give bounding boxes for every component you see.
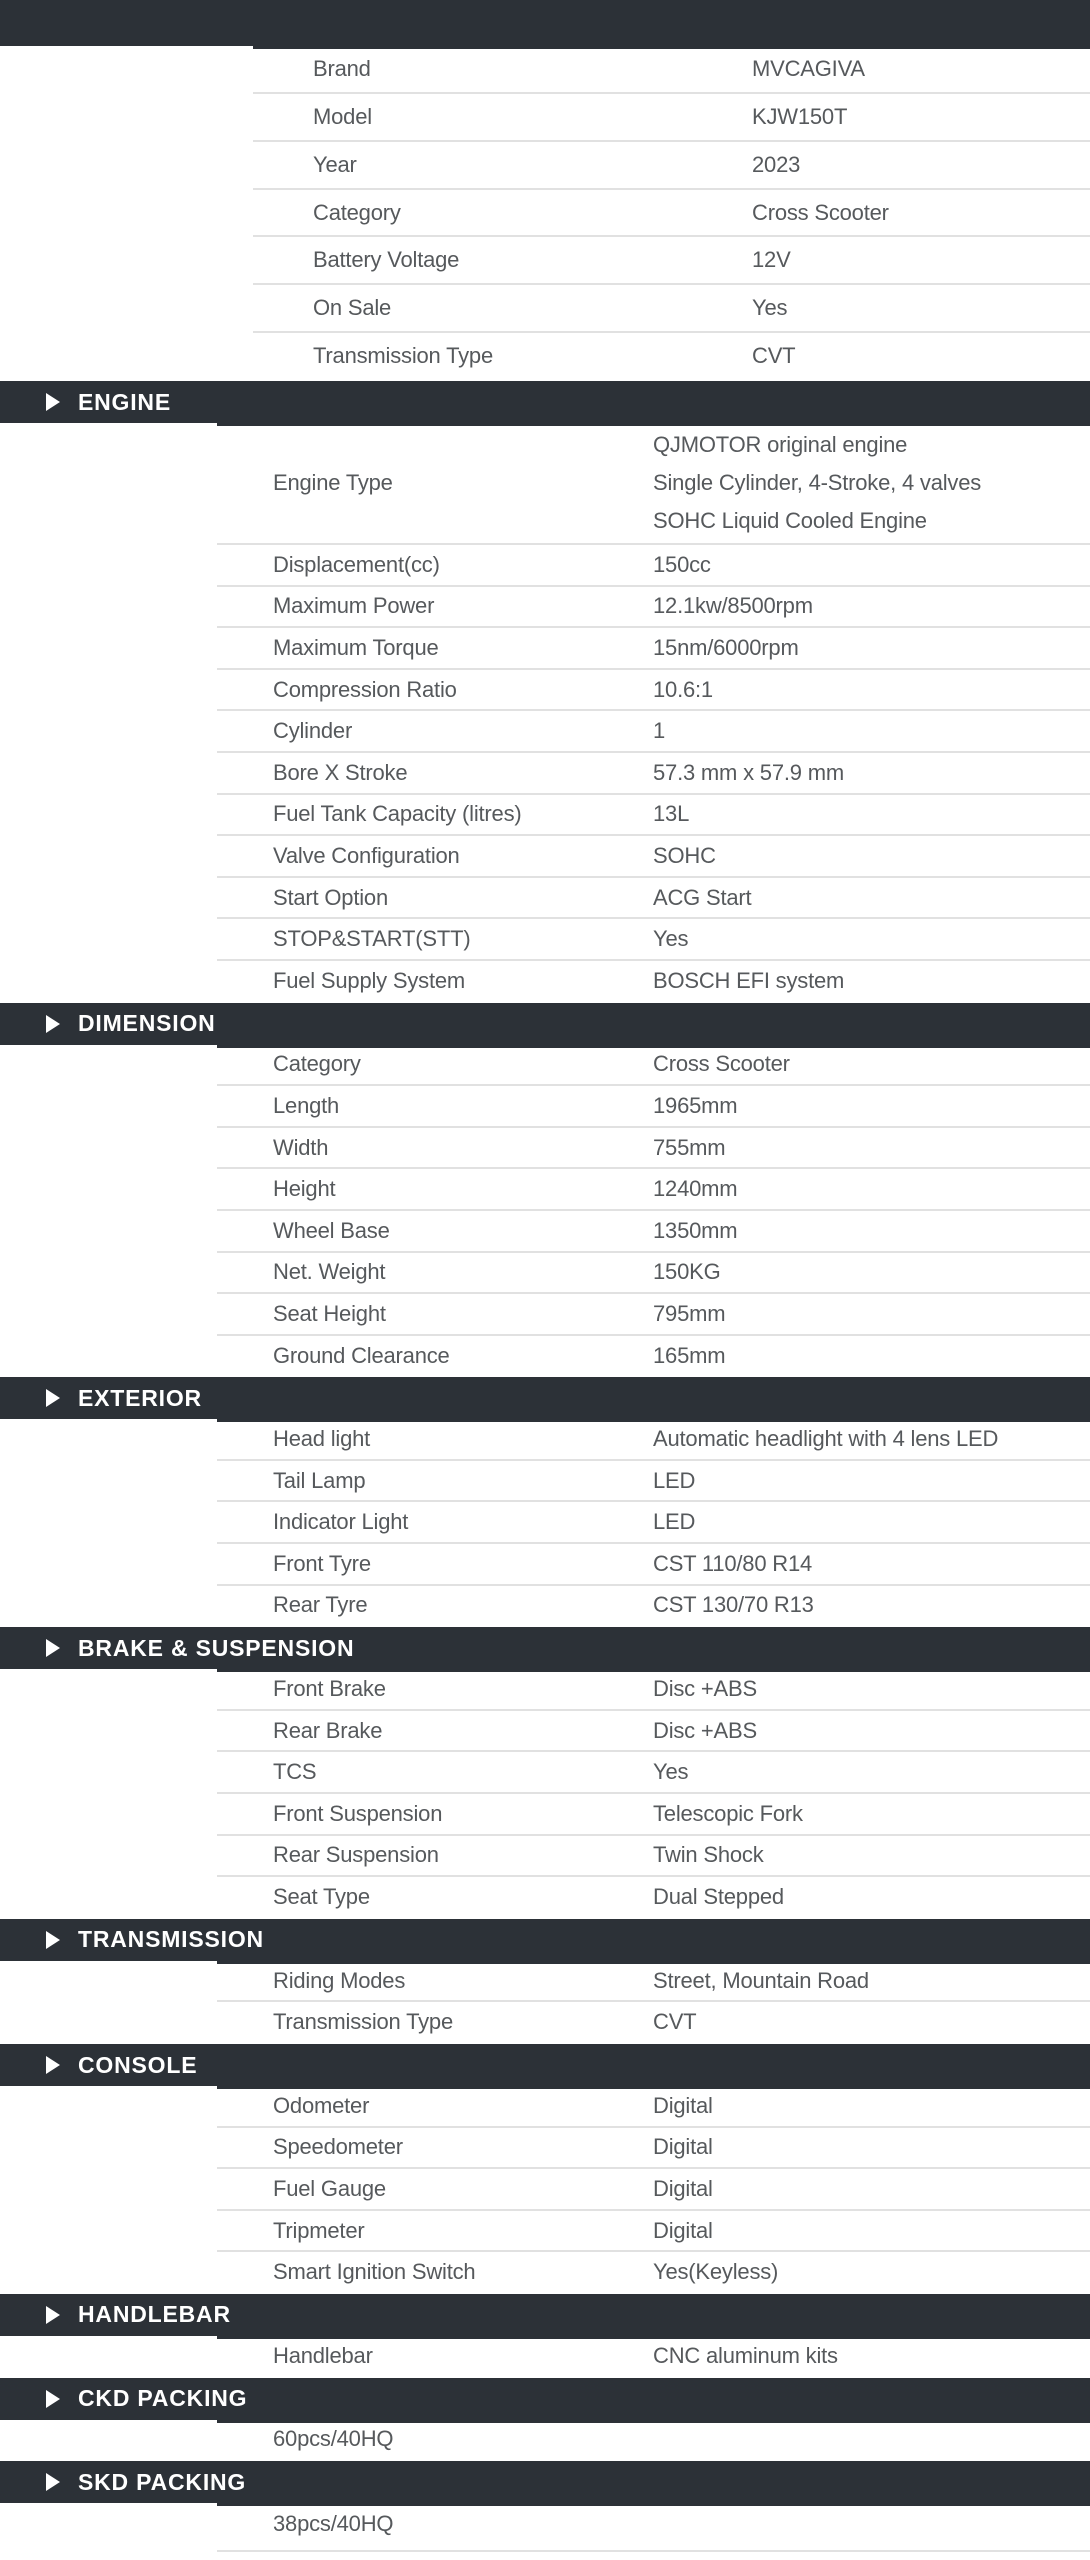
section-title: DIMENSION xyxy=(78,1010,216,1037)
spec-row xyxy=(217,1045,1090,1087)
spec-row xyxy=(217,545,1090,587)
spec-row xyxy=(217,961,1090,1003)
section-exterior xyxy=(0,1377,1090,1627)
spec-label: Valve Configuration xyxy=(273,842,460,868)
spec-label: Battery Voltage xyxy=(313,247,460,273)
spec-sections xyxy=(0,381,1090,2552)
spec-value: Yes(Keyless) xyxy=(653,2259,779,2285)
spec-value: 57.3 mm x 57.9 mm xyxy=(653,759,844,785)
spec-label: TCS xyxy=(273,1759,317,1785)
spec-value: MVCAGIVA xyxy=(752,55,865,81)
spec-value: Digital xyxy=(653,2176,713,2201)
spec-label: Rear Brake xyxy=(273,1717,383,1743)
spec-value: 13L xyxy=(653,801,690,827)
spec-label: Front Suspension xyxy=(273,1800,443,1826)
spec-value: Yes xyxy=(653,926,689,952)
spec-label: Cylinder xyxy=(273,718,353,744)
spec-label: Bore X Stroke xyxy=(273,759,408,785)
spec-row xyxy=(217,1169,1090,1211)
spec-row xyxy=(217,2086,1090,2128)
spec-value: Digital xyxy=(653,2092,713,2118)
spec-value: KJW150T xyxy=(752,103,848,129)
spec-row xyxy=(253,46,1090,94)
section-header[interactable] xyxy=(0,2294,1090,2336)
spec-value: Dual Stepped xyxy=(653,1884,784,1910)
spec-row xyxy=(217,1752,1090,1794)
spec-value: 165mm xyxy=(653,1342,726,1368)
spec-label: Smart Ignition Switch xyxy=(273,2259,476,2285)
spec-value: LED xyxy=(653,1467,696,1493)
section-handlebar xyxy=(0,2294,1090,2378)
section-title: ENGINE xyxy=(78,388,171,415)
spec-row xyxy=(217,1877,1090,1919)
spec-label: Speedometer xyxy=(273,2134,403,2160)
spec-value: Yes xyxy=(752,295,788,321)
spec-row xyxy=(217,1336,1090,1378)
spec-row xyxy=(217,1211,1090,1253)
spec-row xyxy=(217,1461,1090,1503)
spec-label: Indicator Light xyxy=(273,1509,409,1535)
spec-value: Automatic headlight with 4 lens LED xyxy=(653,1426,999,1452)
spec-value: 150KG xyxy=(653,1259,721,1285)
spec-label: Fuel Tank Capacity (litres) xyxy=(273,801,522,827)
spec-value: ACG Start xyxy=(653,884,752,910)
spec-value: LED xyxy=(653,1509,696,1535)
collapse-arrow-icon xyxy=(46,1639,60,1657)
collapse-arrow-icon xyxy=(46,2056,60,2074)
section-console xyxy=(0,2044,1090,2294)
spec-row xyxy=(217,1836,1090,1878)
section-engine xyxy=(0,381,1090,1003)
spec-value: Digital xyxy=(653,2134,713,2160)
section-rows xyxy=(0,1419,1090,1627)
spec-value-line: QJMOTOR original engine xyxy=(653,432,908,458)
spec-value-line: SOHC Liquid Cooled Engine xyxy=(653,508,927,534)
collapse-arrow-icon xyxy=(46,2473,60,2491)
spec-label: Seat Height xyxy=(273,1300,386,1326)
spec-label: Front Brake xyxy=(273,1676,386,1702)
spec-value: 1350mm xyxy=(653,1217,738,1243)
section-header[interactable] xyxy=(0,1627,1090,1669)
spec-label: Tail Lamp xyxy=(273,1467,366,1493)
spec-label: Fuel Supply System xyxy=(273,967,466,993)
spec-label: Transmission Type xyxy=(273,2009,454,2035)
section-header[interactable] xyxy=(0,1003,1090,1045)
spec-row xyxy=(217,628,1090,670)
section-header[interactable] xyxy=(0,2461,1090,2503)
spec-row xyxy=(217,836,1090,878)
spec-row xyxy=(253,190,1090,238)
spec-label: Seat Type xyxy=(273,1884,370,1910)
spec-value: 2023 xyxy=(752,151,801,177)
spec-row xyxy=(253,285,1090,333)
section-rows xyxy=(0,2503,1090,2552)
general-spec-table xyxy=(0,46,1090,381)
spec-value: Yes xyxy=(653,1759,689,1785)
spec-row xyxy=(217,919,1090,961)
section-rows xyxy=(0,2086,1090,2294)
spec-row xyxy=(217,2002,1090,2044)
spec-label: Displacement(cc) xyxy=(273,551,440,577)
section-header[interactable] xyxy=(0,1919,1090,1961)
spec-value: 1965mm xyxy=(653,1092,738,1118)
section-title: TRANSMISSION xyxy=(78,1926,264,1953)
spec-label: Tripmeter xyxy=(273,2217,365,2243)
section-skd-packing xyxy=(0,2461,1090,2552)
spec-row xyxy=(217,1544,1090,1586)
section-ckd-packing xyxy=(0,2378,1090,2462)
spec-row xyxy=(217,2128,1090,2170)
spec-row xyxy=(217,753,1090,795)
spec-value: Cross Scooter xyxy=(752,199,889,225)
spec-value: Street, Mountain Road xyxy=(653,1967,869,1993)
spec-row xyxy=(217,2211,1090,2253)
spec-value: SOHC xyxy=(653,842,716,868)
section-brake-suspension xyxy=(0,1627,1090,1919)
section-title: CONSOLE xyxy=(78,2051,198,2078)
spec-label: 60pcs/40HQ xyxy=(273,2426,394,2452)
spec-row xyxy=(217,1669,1090,1711)
spec-label: Width xyxy=(273,1134,329,1160)
spec-label: Odometer xyxy=(273,2092,370,2118)
spec-value: CST 130/70 R13 xyxy=(653,1592,814,1618)
spec-row xyxy=(217,1794,1090,1836)
spec-row xyxy=(217,1961,1090,2003)
spec-label: Head light xyxy=(273,1426,371,1452)
spec-row xyxy=(217,670,1090,712)
spec-value: CVT xyxy=(653,2009,697,2035)
spec-label: Fuel Gauge xyxy=(273,2176,386,2201)
spec-label: Riding Modes xyxy=(273,1967,406,1993)
spec-row xyxy=(217,878,1090,920)
spec-row xyxy=(217,1419,1090,1461)
spec-row xyxy=(253,333,1090,381)
spec-row xyxy=(217,2336,1090,2378)
spec-label: Wheel Base xyxy=(273,1217,390,1243)
spec-value: BOSCH EFI system xyxy=(653,967,845,993)
section-rows xyxy=(0,1045,1090,1378)
spec-label: 38pcs/40HQ xyxy=(273,2511,394,2537)
spec-row xyxy=(217,1128,1090,1170)
spec-row xyxy=(217,1294,1090,1336)
section-title: EXTERIOR xyxy=(78,1384,202,1411)
section-header[interactable] xyxy=(0,2044,1090,2086)
spec-row xyxy=(253,237,1090,285)
spec-row xyxy=(217,1502,1090,1544)
spec-value: Disc +ABS xyxy=(653,1676,757,1702)
top-header-bar xyxy=(0,0,1090,46)
section-title: BRAKE & SUSPENSION xyxy=(78,1634,355,1661)
section-title: SKD PACKING xyxy=(78,2468,247,2495)
spec-label: Model xyxy=(313,103,372,129)
spec-value: 150cc xyxy=(653,551,711,577)
spec-label: Handlebar xyxy=(273,2342,373,2368)
section-header[interactable] xyxy=(0,381,1090,423)
spec-label: Start Option xyxy=(273,884,388,910)
section-rows xyxy=(0,423,1090,1003)
spec-label: Length xyxy=(273,1092,340,1118)
spec-row xyxy=(217,423,1090,545)
spec-value: 12V xyxy=(752,247,791,273)
spec-label: Transmission Type xyxy=(313,343,494,369)
spec-label: Rear Tyre xyxy=(273,1592,368,1618)
spec-value: CNC aluminum kits xyxy=(653,2342,838,2368)
spec-label: Net. Weight xyxy=(273,1259,386,1285)
section-rows xyxy=(0,2420,1090,2462)
collapse-arrow-icon xyxy=(46,2390,60,2408)
section-header[interactable] xyxy=(0,1377,1090,1419)
spec-value: CVT xyxy=(752,343,796,369)
spec-value: 15nm/6000rpm xyxy=(653,635,799,660)
spec-row xyxy=(217,1253,1090,1295)
spec-label: Category xyxy=(273,1051,361,1077)
section-title: HANDLEBAR xyxy=(78,2301,231,2328)
collapse-arrow-icon xyxy=(46,393,60,411)
spec-value xyxy=(653,426,1090,540)
spec-value-line: Single Cylinder, 4-Stroke, 4 valves xyxy=(653,470,982,496)
spec-row xyxy=(217,1711,1090,1753)
spec-row xyxy=(217,2503,1090,2552)
spec-row xyxy=(217,795,1090,837)
section-dimension xyxy=(0,1003,1090,1378)
spec-label: Height xyxy=(273,1176,336,1202)
spec-label: Maximum Power xyxy=(273,593,435,619)
spec-value: Twin Shock xyxy=(653,1842,764,1868)
spec-label: Maximum Torque xyxy=(273,635,439,660)
spec-label: Year xyxy=(313,151,357,177)
spec-row xyxy=(253,142,1090,190)
spec-label: Engine Type xyxy=(273,470,393,496)
spec-label: Ground Clearance xyxy=(273,1342,450,1368)
spec-label: Category xyxy=(313,199,401,225)
section-rows xyxy=(0,2336,1090,2378)
spec-label: Front Tyre xyxy=(273,1550,371,1576)
spec-row xyxy=(217,2420,1090,2462)
spec-value: Cross Scooter xyxy=(653,1051,790,1077)
section-rows xyxy=(0,1961,1090,2044)
spec-label: On Sale xyxy=(313,295,392,321)
spec-value: Telescopic Fork xyxy=(653,1800,803,1826)
spec-row xyxy=(217,711,1090,753)
spec-value: Digital xyxy=(653,2217,713,2243)
spec-value: 1 xyxy=(653,718,666,744)
spec-label: Compression Ratio xyxy=(273,676,457,702)
spec-row xyxy=(253,94,1090,142)
spec-value: 12.1kw/8500rpm xyxy=(653,593,813,619)
collapse-arrow-icon xyxy=(46,1015,60,1033)
spec-label: Brand xyxy=(313,55,371,81)
spec-row xyxy=(217,587,1090,629)
spec-value: 755mm xyxy=(653,1134,726,1160)
spec-row xyxy=(217,2252,1090,2294)
section-rows xyxy=(0,1669,1090,1919)
spec-label: STOP&START(STT) xyxy=(273,926,471,952)
spec-row xyxy=(217,2169,1090,2211)
section-header[interactable] xyxy=(0,2378,1090,2420)
spec-value: Disc +ABS xyxy=(653,1717,757,1743)
spec-label: Rear Suspension xyxy=(273,1842,439,1868)
spec-value: CST 110/80 R14 xyxy=(653,1550,813,1576)
spec-value: 1240mm xyxy=(653,1176,738,1202)
section-title: CKD PACKING xyxy=(78,2385,248,2412)
collapse-arrow-icon xyxy=(46,1389,60,1407)
section-transmission xyxy=(0,1919,1090,2044)
spec-value: 10.6:1 xyxy=(653,676,713,702)
spec-row xyxy=(217,1586,1090,1628)
collapse-arrow-icon xyxy=(46,1931,60,1949)
spec-row xyxy=(217,1086,1090,1128)
collapse-arrow-icon xyxy=(46,2306,60,2324)
spec-value: 795mm xyxy=(653,1300,726,1326)
